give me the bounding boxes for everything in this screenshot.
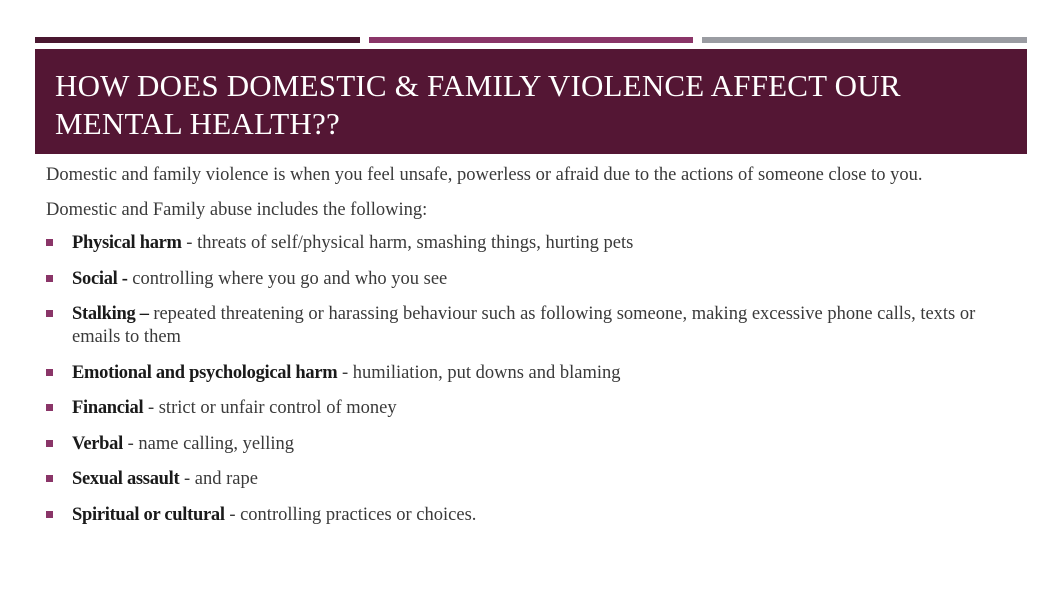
- item-description: - controlling practices or choices.: [224, 504, 477, 525]
- item-description: - and rape: [179, 469, 258, 489]
- list-item: [46, 504, 1006, 527]
- square-bullet-icon: [46, 404, 53, 411]
- item-term: Social -: [72, 268, 128, 289]
- item-description: - name calling, yelling: [122, 433, 295, 454]
- accent-bar-dark: [35, 37, 360, 43]
- slide-title: HOW DOES DOMESTIC & FAMILY VIOLENCE AFFECT OUR MENTAL HEALTH??: [55, 68, 901, 141]
- square-bullet-icon: [46, 369, 53, 376]
- list-item: [46, 303, 1006, 349]
- item-description: - threats of self/physical harm, smashing things, hurting pets: [181, 233, 634, 253]
- list-item: [46, 232, 1006, 255]
- slide-body: [46, 164, 1006, 539]
- item-description: - strict or unfair control of money: [143, 398, 397, 418]
- square-bullet-icon: [46, 440, 53, 447]
- list-item: [46, 468, 1006, 491]
- square-bullet-icon: [46, 475, 53, 482]
- square-bullet-icon: [46, 511, 53, 518]
- item-term: Financial: [72, 398, 144, 418]
- list-item: [46, 433, 1006, 456]
- lead-in-paragraph: Domestic and Family abuse includes the following:: [46, 200, 428, 220]
- item-description: - humiliation, put downs and blaming: [337, 362, 621, 383]
- list-item: [46, 362, 1006, 385]
- square-bullet-icon: [46, 275, 53, 282]
- title-band: [35, 49, 1027, 154]
- item-term: Verbal: [72, 433, 123, 454]
- item-term: Sexual assault: [72, 469, 180, 489]
- square-bullet-icon: [46, 239, 53, 246]
- accent-bar-gray: [702, 37, 1027, 43]
- item-term: Physical harm: [72, 233, 182, 253]
- list-item: [46, 268, 1006, 291]
- item-description: repeated threatening or harassing behaviour such as following someone, making excessive phone calls, texts or emails to them: [72, 304, 976, 347]
- intro-paragraph: Domestic and family violence is when you feel unsafe, powerless or afraid due to the actions of someone close to you.: [46, 165, 923, 185]
- item-term: Spiritual or cultural: [72, 504, 225, 525]
- accent-bar-mid: [369, 37, 693, 43]
- list-item: [46, 397, 1006, 420]
- item-description: controlling where you go and who you see: [127, 268, 448, 289]
- abuse-types-list: [46, 232, 1006, 527]
- item-term: Stalking –: [72, 304, 149, 324]
- square-bullet-icon: [46, 310, 53, 317]
- item-term: Emotional and psychological harm: [72, 362, 338, 383]
